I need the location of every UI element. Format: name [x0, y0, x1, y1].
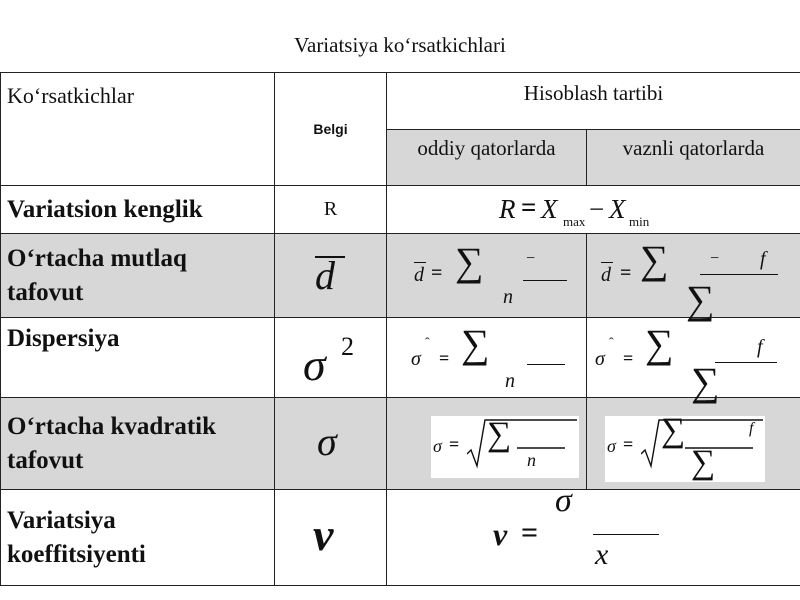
page-title: Variatsiya ko‘rsatkichlari — [294, 33, 506, 57]
symbol-sup-2: 2 — [341, 332, 354, 361]
table-row — [1, 490, 800, 586]
symbol-nu: ν — [313, 509, 334, 560]
sign-cell — [275, 186, 387, 234]
header-weighted-series: vaznli qatorlarda — [587, 130, 800, 186]
formula-simple: σ = ∑ n — [387, 398, 587, 490]
header-simple-series: oddiy qatorlarda — [387, 130, 587, 186]
sign-cell — [275, 234, 387, 318]
indicator-name: O‘rtacha mutlaq tafovut — [1, 234, 275, 318]
header-calculation: Hisoblash tartibi — [387, 73, 800, 130]
indicator-name: O‘rtacha kvadratik tafovut — [1, 398, 275, 490]
variation-indicators-table — [0, 72, 800, 586]
table-row — [1, 318, 800, 398]
table-row — [1, 186, 800, 234]
table-row — [1, 398, 800, 490]
sign-cell — [275, 398, 387, 490]
symbol-R: R — [323, 198, 338, 220]
formula-weighted: σ ˆ = ∑ f ∑ — [587, 318, 800, 398]
indicator-name: Variatsiya koeffitsiyenti — [1, 490, 275, 586]
header-indicators: Ko‘rsatkichlar — [1, 73, 275, 186]
symbol-sigma: σ — [303, 339, 326, 390]
formula-simple: d = ∑ − n — [387, 234, 587, 318]
sign-cell — [275, 318, 387, 398]
formula-coefficient: ν = σ x — [387, 490, 800, 586]
formula-weighted: σ = ∑ f ∑ — [587, 398, 800, 490]
formula-simple: σ ˆ = ∑ n — [387, 318, 587, 398]
table-row — [1, 234, 800, 318]
symbol-d: d — [315, 253, 335, 298]
indicator-name: Variatsion kenglik — [1, 186, 275, 234]
symbol-sigma: σ — [317, 419, 337, 464]
header-sign: Belgi — [275, 73, 387, 186]
formula-range: R = X max − X min — [387, 186, 800, 234]
formula-weighted: d = ∑ − f ∑ — [587, 234, 800, 318]
indicator-name: Dispersiya — [1, 318, 275, 398]
sign-cell — [275, 490, 387, 586]
